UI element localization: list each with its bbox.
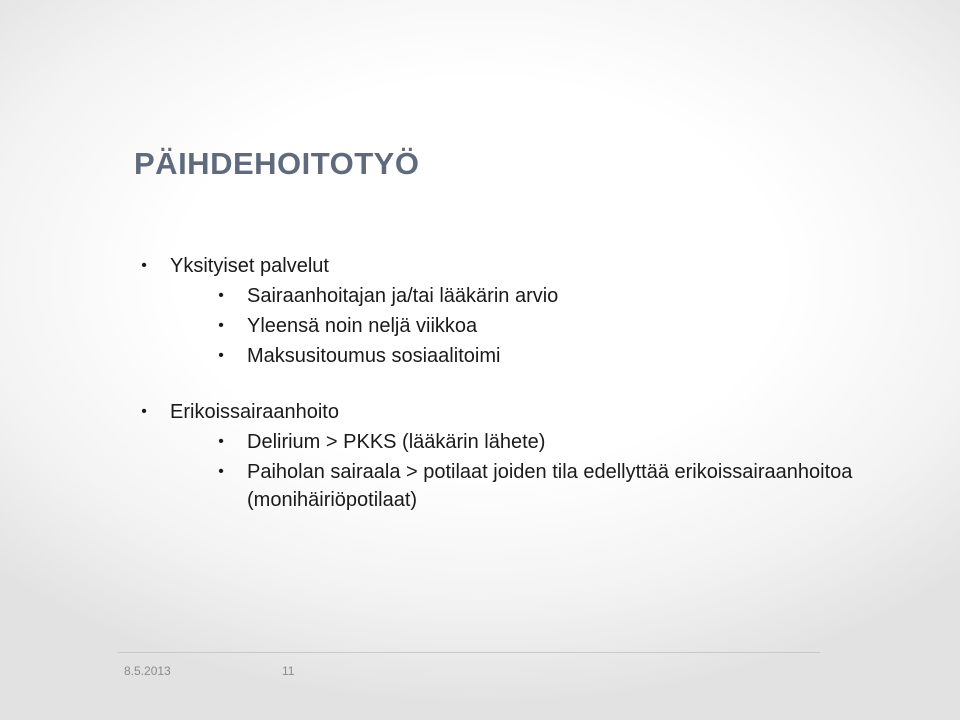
sub-bullet-item [211,458,854,514]
sub-bullet-item [211,428,854,456]
sub-bullet-item [211,342,854,370]
bullet-icon: • [141,257,147,274]
sub-bullet-item [211,282,854,310]
sub-bullet-list [170,428,854,514]
bullet-icon: • [218,347,224,364]
bullet-icon: • [218,463,224,480]
sub-bullet-item [211,312,854,340]
bullet-icon: • [218,287,224,304]
footer-divider [118,652,820,653]
bullet-label: Yksityiset palvelut [170,255,329,277]
sub-bullet-label: Yleensä noin neljä viikkoa [247,315,478,337]
footer-date: 8.5.2013 [124,664,171,678]
bullet-icon: • [218,433,224,450]
bullet-icon: • [218,317,224,334]
bullet-item-yksityiset-palvelut [134,252,854,370]
sub-bullet-list [170,282,854,370]
bullet-icon: • [141,403,147,420]
sub-bullet-label: Maksusitoumus sosiaalitoimi [247,345,501,367]
bullet-list [134,252,854,514]
bullet-item-erikoissairaanhoito [134,398,854,514]
slide-title: PÄIHDEHOITOTYÖ [134,146,420,181]
sub-bullet-label: Delirium > PKKS (lääkärin lähete) [247,431,546,453]
sub-bullet-label: Paiholan sairaala > potilaat joiden tila edellyttää erikoissairaanhoitoa (monihäiriöpotilaat) [247,461,853,511]
page-number: 11 [282,664,295,678]
sub-bullet-label: Sairaanhoitajan ja/tai lääkärin arvio [247,285,559,307]
bullet-label: Erikoissairaanhoito [170,401,339,423]
